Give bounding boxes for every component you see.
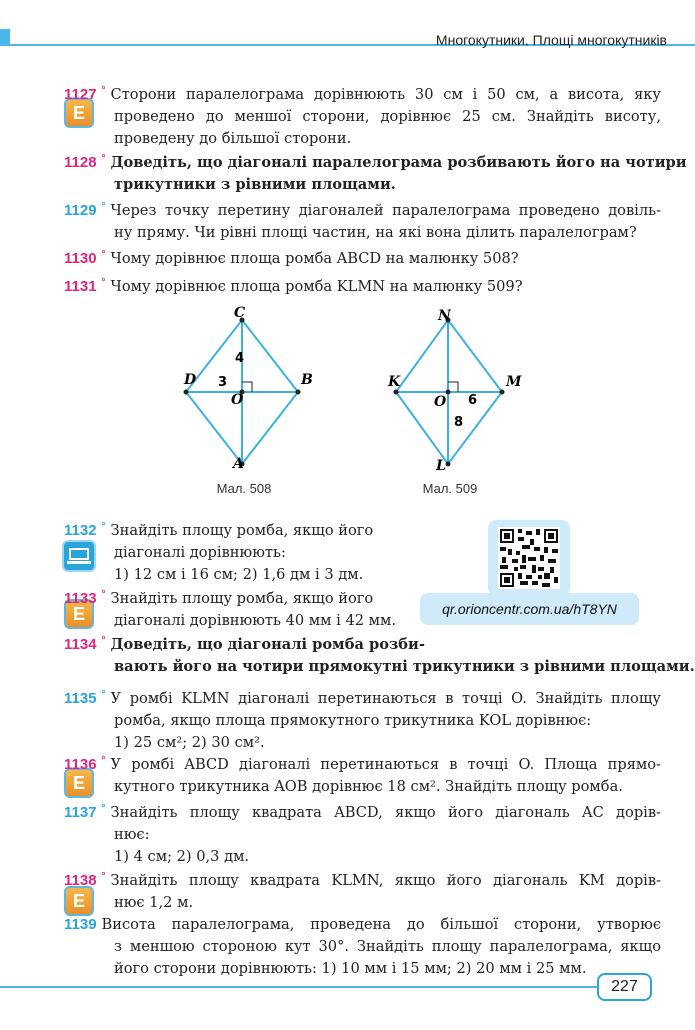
vertex-label-l: L [436, 458, 446, 474]
problem-1139: 1139 Висота паралелограма, проведена до більшої сторони, утворює з меншою стороною кут 30°. Знайдіть площу паралелограма, якщо його сторони дорівнюють: 1) 10 мм і 15 мм; 2) 20 мм і 25 мм. [64, 916, 661, 977]
problem-1127: 1127 ° Сторони паралелограма дорівнюють 30 см і 50 см, а висота, яку проведено до меншої сторони, дорівнює 25 см. Знайдіть висоту, проведену до більшої сторони. [64, 85, 661, 147]
problem-1138: 1138 ° Знайдіть площу квадрата KLMN, якщо його діагональ KM дорів- нює 1,2 м. [64, 871, 661, 911]
qr-code-icon [498, 527, 560, 589]
rhombus-figures [170, 300, 570, 510]
vertex-label-n: N [438, 308, 451, 324]
footer-rule [0, 986, 597, 988]
problem-1134: 1134 ° Доведіть, що діагоналі ромба розби- вають його на чотири прямокутні трикутники з рівними площами. [64, 635, 695, 675]
center-dot [446, 390, 451, 395]
e-badge-icon: E [64, 98, 94, 128]
center-label-o: O [434, 394, 447, 410]
segment-label-6: 6 [468, 393, 478, 408]
problem-1130: 1130 ° Чому дорівнює площа ромба ABCD на малюнку 508? [64, 249, 519, 267]
page-header-title: Многокутники. Площі многокутників [435, 32, 667, 48]
problem-1129: 1129 ° Через точку перетину діагоналей паралелограма проведено довіль- ну пряму. Чи рівні площі частин, на які вона ділить паралелограм? [64, 201, 661, 241]
header-accent-bar [0, 29, 10, 45]
problem-1131: 1131 ° Чому дорівнює площа ромба KLMN на малюнку 509? [64, 277, 523, 295]
page-number: 227 [597, 973, 652, 1001]
vertex-label-a: A [233, 456, 244, 472]
e-badge-icon: E [64, 886, 94, 916]
qr-code[interactable] [488, 520, 570, 596]
problem-1136: 1136 ° У ромбі ABCD діагоналі перетинаються в точці O. Площа прямо- кутного трикутника AOB дорівнює 18 см². Знайдіть площу ромба. [64, 755, 661, 795]
vertex-label-k: K [388, 374, 401, 390]
problem-1137: 1137 ° Знайдіть площу квадрата ABCD, якщо його діагональ AC дорів- нює: 1) 4 см; 2) 0,3 дм. [64, 803, 661, 865]
figure-508 [183, 305, 313, 496]
vertex-dot [296, 390, 301, 395]
e-badge-icon: E [64, 768, 94, 798]
vertex-dot [500, 390, 505, 395]
segment-label-3: 3 [218, 375, 228, 390]
vertex-label-b: B [301, 372, 313, 388]
problem-1132: 1132 ° Знайдіть площу ромба, якщо його діагоналі дорівнюють: 1) 12 см і 16 см; 2) 1,6 дм і 3 дм. [64, 521, 374, 583]
vertex-dot [446, 462, 451, 467]
problem-1135: 1135 ° У ромбі KLMN діагоналі перетинаються в точці O. Знайдіть площу ромба, якщо площа прямокутного трикутника KOL дорівнює: 1) 25 см²; 2) 30 см². [64, 689, 661, 751]
center-label-o: O [231, 392, 244, 408]
qr-link[interactable]: qr.orioncentr.com.ua/hT8YN [420, 593, 639, 625]
segment-label-4: 4 [235, 351, 245, 366]
vertex-dot [394, 390, 399, 395]
segment-label-8: 8 [454, 415, 464, 430]
problem-1128: 1128 ° Доведіть, що діагоналі паралелограма розбивають його на чотири трикутники з рівними площами. [64, 153, 687, 193]
vertex-label-c: C [234, 305, 246, 321]
problem-1133: 1133 ° Знайдіть площу ромба, якщо його діагоналі дорівнюють 40 мм і 42 мм. [64, 589, 396, 629]
vertex-dot [184, 390, 189, 395]
figure-caption-509: Мал. 509 [422, 481, 478, 496]
e-badge-icon: E [64, 599, 94, 629]
figure-caption-508: Мал. 508 [216, 481, 272, 496]
vertex-label-m: M [506, 374, 522, 390]
figure-509 [387, 308, 522, 496]
vertex-label-d: D [184, 372, 197, 388]
